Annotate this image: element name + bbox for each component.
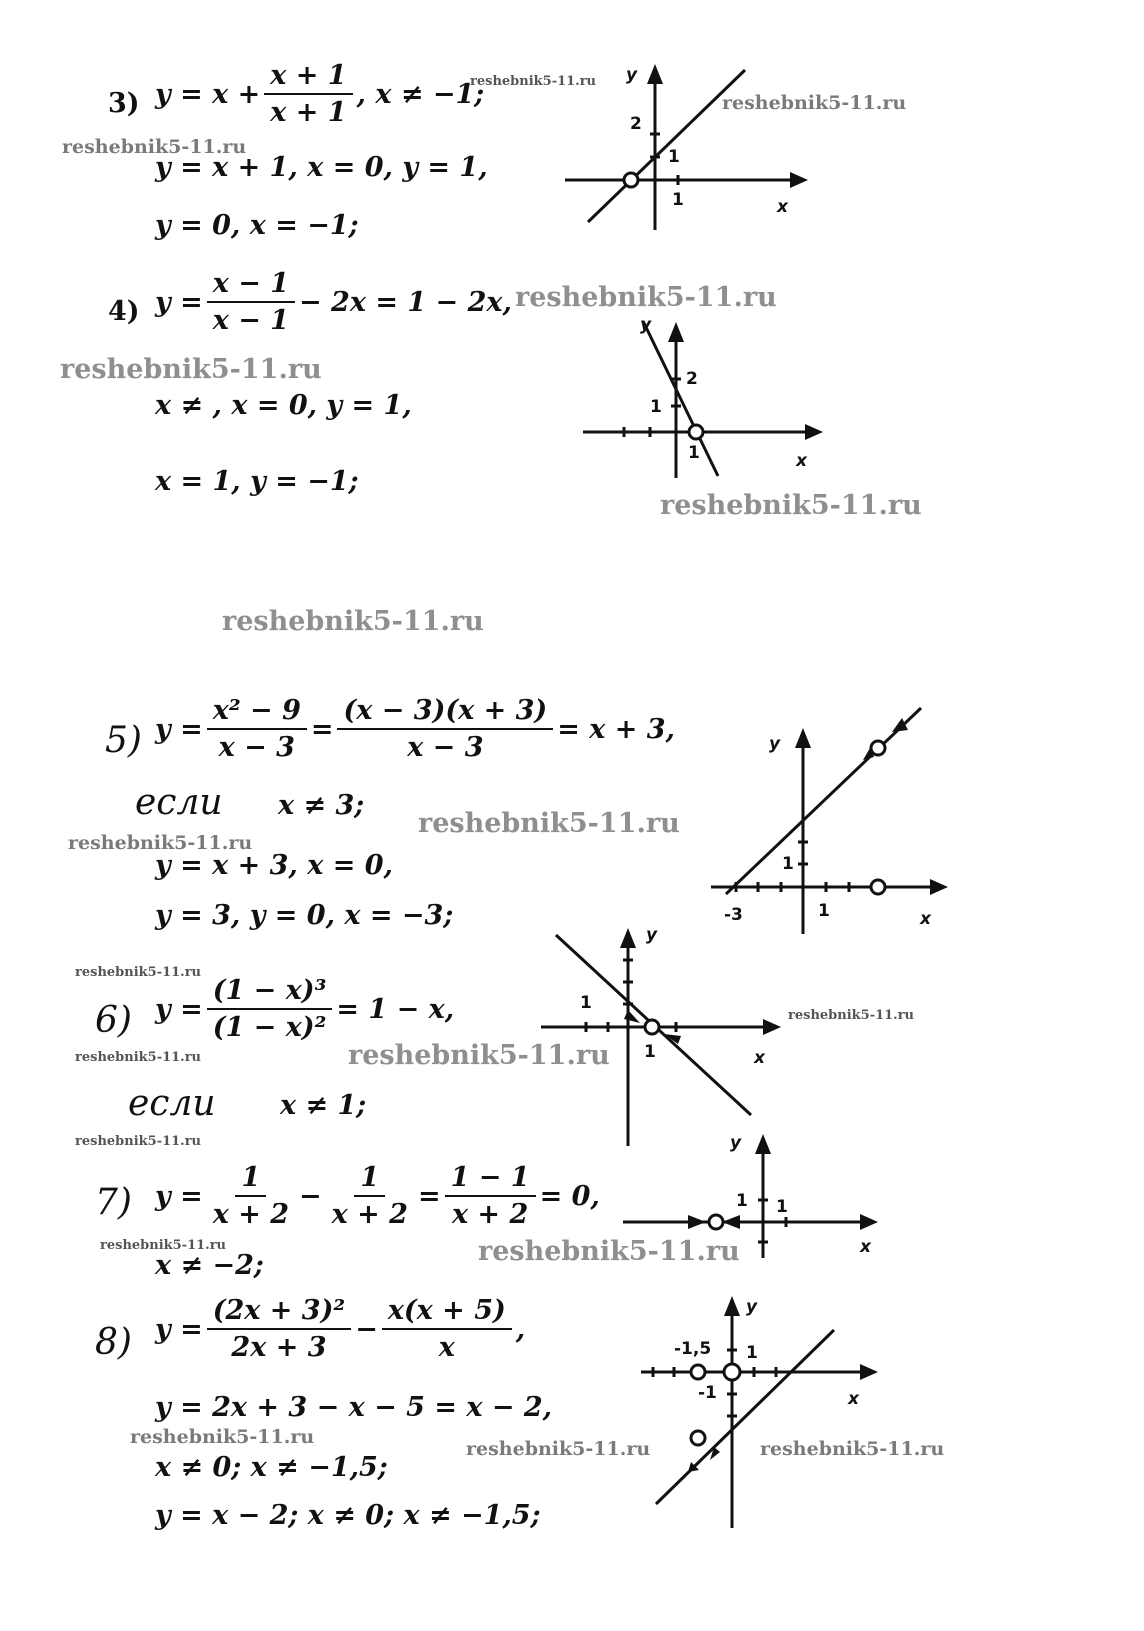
problem-5-equation — [155, 695, 675, 763]
tick-label-x1: 1 — [746, 1343, 758, 1363]
p5-handwritten-if: если — [135, 782, 223, 823]
problem-7-equation — [155, 1162, 600, 1230]
tick-label-y1: 1 — [736, 1191, 748, 1211]
y-axis-arrow — [755, 1134, 771, 1154]
p6-lhs: y = — [155, 993, 203, 1025]
p5-rest: = x + 3, — [557, 713, 675, 745]
p6-denominator: (1 − x)² — [212, 1012, 327, 1043]
tick-label-minus1: -1 — [698, 1383, 717, 1403]
watermark: reshebnik5-11.ru — [62, 136, 247, 158]
graph-6 — [536, 920, 786, 1150]
graph-5 — [706, 702, 954, 932]
x-label: x — [754, 1048, 765, 1068]
p5-lhs: y = — [155, 713, 203, 745]
p5-fraction-2 — [337, 695, 553, 763]
watermark: reshebnik5-11.ru — [60, 354, 322, 385]
excluded-point — [624, 173, 638, 187]
y-axis-arrow — [620, 928, 636, 948]
p7-num2: 1 — [354, 1162, 385, 1197]
p8-fraction-1 — [207, 1295, 351, 1363]
p7-eq: = — [417, 1180, 441, 1212]
x-label: x — [848, 1389, 859, 1409]
graph-3 — [560, 62, 810, 237]
p3-numerator: x + 1 — [264, 60, 352, 95]
watermark: reshebnik5-11.ru — [478, 1236, 740, 1267]
y-label: y — [730, 1133, 742, 1153]
problem-3-equation — [155, 60, 484, 128]
p7-rest: = 0, — [539, 1180, 600, 1212]
problem-5-label: 5) — [105, 720, 142, 761]
tick-label-y1: 1 — [782, 854, 794, 874]
p3-condition: , x ≠ −1; — [356, 78, 485, 110]
problem-3-label: 3) — [108, 88, 140, 119]
x-label: x — [796, 451, 807, 471]
y-label: y — [640, 315, 652, 335]
x-axis-arrow — [790, 172, 808, 188]
tick-label-x1: 1 — [818, 901, 830, 921]
watermark: reshebnik5-11.ru — [466, 1438, 651, 1460]
p3-line3: y = 0, x = −1; — [155, 210, 359, 241]
tick-label-y1: 1 — [580, 993, 592, 1013]
watermark: reshebnik5-11.ru — [722, 92, 907, 114]
p3-fraction — [264, 60, 352, 128]
p7-num3: 1 − 1 — [445, 1162, 536, 1197]
function-line — [726, 708, 921, 894]
watermark: reshebnik5-11.ru — [760, 1438, 945, 1460]
tick-label-x1: 1 — [672, 190, 684, 210]
problem-4-equation — [155, 268, 512, 336]
y-axis-arrow — [795, 728, 811, 748]
p7-den2: x + 2 — [331, 1199, 408, 1230]
x-axis-arrow — [860, 1214, 878, 1230]
p7-den1: x + 2 — [212, 1199, 290, 1230]
p8-rest: , — [515, 1313, 526, 1345]
p5-den2: x − 3 — [407, 732, 484, 763]
p6-fraction — [207, 975, 333, 1043]
tick-label-y1: 1 — [668, 147, 680, 167]
p6-rest: = 1 − x, — [336, 993, 455, 1025]
tick-label-x1: 1 — [644, 1042, 656, 1062]
x-label: x — [920, 909, 931, 929]
p3-line2: y = x + 1, x = 0, y = 1, — [155, 152, 488, 183]
p5-eq: = — [310, 713, 334, 745]
tick-label-y1: 1 — [650, 397, 662, 417]
p5-line4: y = 3, y = 0, x = −3; — [155, 900, 454, 931]
p8-line4: y = x − 2; x ≠ 0; x ≠ −1,5; — [155, 1500, 541, 1531]
watermark: reshebnik5-11.ru — [75, 965, 202, 980]
watermark: reshebnik5-11.ru — [75, 1134, 202, 1149]
p4-line2: x ≠ , x = 0, y = 1, — [155, 390, 412, 421]
p5-condition: x ≠ 3; — [278, 790, 365, 821]
x-label: x — [777, 197, 788, 217]
watermark: reshebnik5-11.ru — [100, 1238, 227, 1253]
p4-line3: x = 1, y = −1; — [155, 466, 359, 497]
p3-lhs: y = x + — [155, 78, 261, 110]
p5-num2: (x − 3)(x + 3) — [337, 695, 553, 730]
graph-4 — [578, 316, 828, 486]
p5-line3: y = x + 3, x = 0, — [155, 850, 393, 881]
p6-handwritten-if: если — [128, 1083, 216, 1124]
tick-label-x1: 1 — [688, 443, 700, 463]
problem-8-equation — [155, 1295, 525, 1363]
p7-fraction-1 — [207, 1162, 295, 1230]
tick-label-minus1-5: -1,5 — [674, 1339, 712, 1359]
p8-line3: x ≠ 0; x ≠ −1,5; — [155, 1452, 388, 1483]
p4-denominator: x − 1 — [212, 305, 290, 336]
p8-num2: x(x + 5) — [382, 1295, 512, 1330]
p5-den1: x − 3 — [218, 732, 295, 763]
y-label: y — [746, 1297, 758, 1317]
p4-fraction — [207, 268, 295, 336]
problem-8-label: 8) — [95, 1322, 132, 1363]
p4-lhs: y = — [155, 286, 203, 318]
excluded-point — [709, 1215, 723, 1229]
watermark: reshebnik5-11.ru — [660, 490, 922, 521]
p7-lhs: y = — [155, 1180, 203, 1212]
x-axis-arrow — [763, 1019, 781, 1035]
y-axis-arrow — [647, 64, 663, 84]
p6-numerator: (1 − x)³ — [207, 975, 333, 1010]
problem-7-label: 7) — [95, 1182, 132, 1223]
p7-den3: x + 2 — [451, 1199, 529, 1230]
p7-minus: − — [299, 1180, 322, 1212]
excluded-point-minus1-5 — [691, 1431, 705, 1445]
watermark: reshebnik5-11.ru — [130, 1426, 315, 1448]
excluded-point-origin — [724, 1364, 740, 1380]
y-axis-arrow — [724, 1296, 740, 1316]
watermark: reshebnik5-11.ru — [68, 832, 253, 854]
p6-condition: x ≠ 1; — [280, 1090, 367, 1121]
watermark: reshebnik5-11.ru — [222, 606, 484, 637]
p8-den2: x — [438, 1332, 455, 1363]
watermark: reshebnik5-11.ru — [418, 808, 680, 839]
p5-num1: x² − 9 — [207, 695, 307, 730]
tick-label-minus3: -3 — [724, 905, 743, 925]
p8-fraction-2 — [382, 1295, 512, 1363]
p8-den1: 2x + 3 — [231, 1332, 327, 1363]
watermark: reshebnik5-11.ru — [470, 74, 597, 89]
p8-line2: y = 2x + 3 − x − 5 = x − 2, — [155, 1392, 553, 1423]
problem-6-label: 6) — [95, 1000, 132, 1041]
p7-num1: 1 — [235, 1162, 266, 1197]
line-arrow-left — [688, 1215, 706, 1229]
x-axis-arrow — [930, 879, 948, 895]
y-axis-arrow — [668, 322, 684, 342]
excluded-point-3-0 — [871, 880, 885, 894]
line-arrow-top — [892, 718, 908, 732]
p7-line2: x ≠ −2; — [155, 1250, 264, 1281]
x-label: x — [860, 1237, 871, 1257]
p7-fraction-2 — [326, 1162, 414, 1230]
watermark: reshebnik5-11.ru — [75, 1050, 202, 1065]
p8-num1: (2x + 3)² — [207, 1295, 351, 1330]
p8-lhs: y = — [155, 1313, 203, 1345]
problem-4-label: 4) — [108, 296, 140, 327]
p8-minus: − — [355, 1313, 378, 1345]
excluded-point — [689, 425, 703, 439]
p4-rest: − 2x = 1 − 2x, — [299, 286, 512, 318]
p4-numerator: x − 1 — [207, 268, 295, 303]
x-axis-arrow — [805, 424, 823, 440]
tick-label-2: 2 — [630, 114, 642, 134]
watermark: reshebnik5-11.ru — [788, 1008, 915, 1023]
excluded-point-axis — [691, 1365, 705, 1379]
p5-fraction-1 — [207, 695, 307, 763]
y-label: y — [646, 925, 658, 945]
p7-fraction-3 — [445, 1162, 536, 1230]
excluded-point — [645, 1020, 659, 1034]
graph-8 — [636, 1292, 886, 1532]
tick-label-2: 2 — [686, 369, 698, 389]
watermark: reshebnik5-11.ru — [515, 282, 777, 313]
x-axis-arrow — [860, 1364, 878, 1380]
line-arrow-right — [722, 1215, 740, 1229]
y-label: y — [769, 734, 781, 754]
excluded-point-3-6 — [871, 741, 885, 755]
y-label: y — [626, 65, 638, 85]
p3-denominator: x + 1 — [270, 97, 347, 128]
problem-6-equation — [155, 975, 454, 1043]
watermark: reshebnik5-11.ru — [348, 1040, 610, 1071]
tick-label-x1: 1 — [776, 1197, 788, 1217]
